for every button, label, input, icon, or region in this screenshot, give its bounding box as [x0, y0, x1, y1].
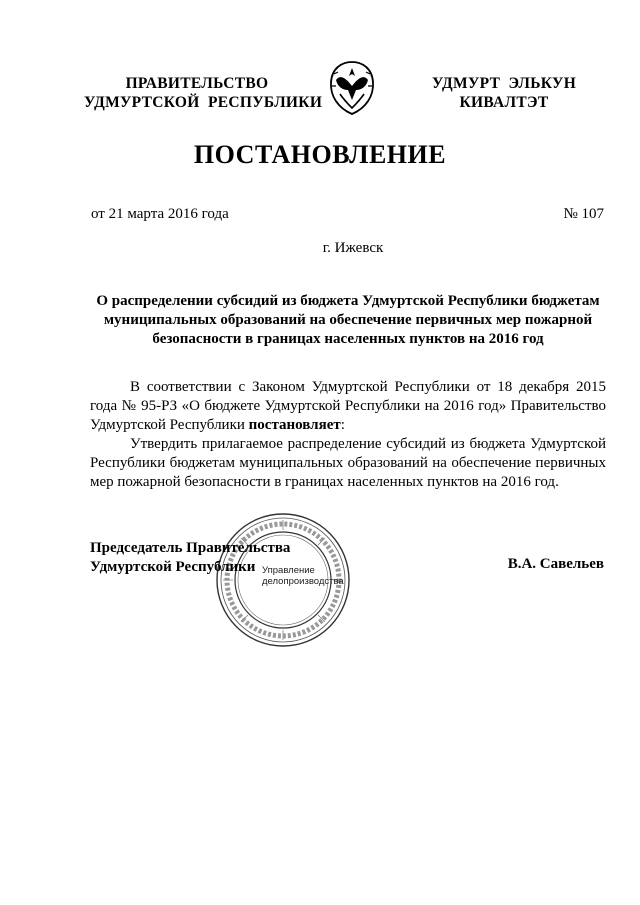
signer-position-line1: Председатель Правительства [90, 540, 291, 556]
header-right [420, 74, 588, 112]
stamp-inner-line2: делопроизводства [262, 576, 344, 587]
document-body [90, 378, 606, 492]
document-title: ПОСТАНОВЛЕНИЕ [193, 140, 447, 169]
header-left [84, 74, 323, 112]
stamp-inner-line1: Управление [262, 565, 315, 576]
document-subject: О распределении субсидий из бюджета Удмуртской Республики бюджетам муниципальных образований на обеспечение первичных мер пожарной безопасности в границах населенных пунктов на 2016 год [96, 293, 600, 347]
document-city: г. Ижевск [322, 240, 384, 256]
body-paragraph-2: Утвердить прилагаемое распределение субсидий из бюджета Удмуртской Республики бюджетам муниципальных образований на обеспечение первичных мер пожарной безопасности в границах населенных пунктов на 2016 год. [90, 436, 606, 490]
header-left-line1: ПРАВИТЕЛЬСТВО [125, 75, 269, 92]
coat-of-arms-emblem [326, 60, 378, 116]
body-p1-end: : [340, 417, 345, 433]
body-paragraph-1 [90, 378, 606, 435]
header-left-line2: УДМУРТСКОЙ РЕСПУБЛИКИ [84, 94, 323, 111]
signer-name: В.А. Савельев [507, 556, 604, 572]
body-p1-text: В соответствии с Законом Удмуртской Республики от 18 декабря 2015 года № 95-РЗ «О бюджете Удмуртской Республики на 2016 год» Правительство Удмуртской Республики [90, 379, 606, 433]
header-right-line1: УДМУРТ ЭЛЬКУН [431, 75, 577, 92]
signer-position-line2: Удмуртской Республики [90, 559, 256, 575]
signer-position [90, 539, 330, 577]
header-right-line2: КИВАЛТЭТ [459, 94, 549, 111]
document-number: № 107 [563, 206, 604, 222]
body-p1-bold: постановляет [248, 417, 341, 433]
document-date: от 21 марта 2016 года [91, 206, 229, 222]
